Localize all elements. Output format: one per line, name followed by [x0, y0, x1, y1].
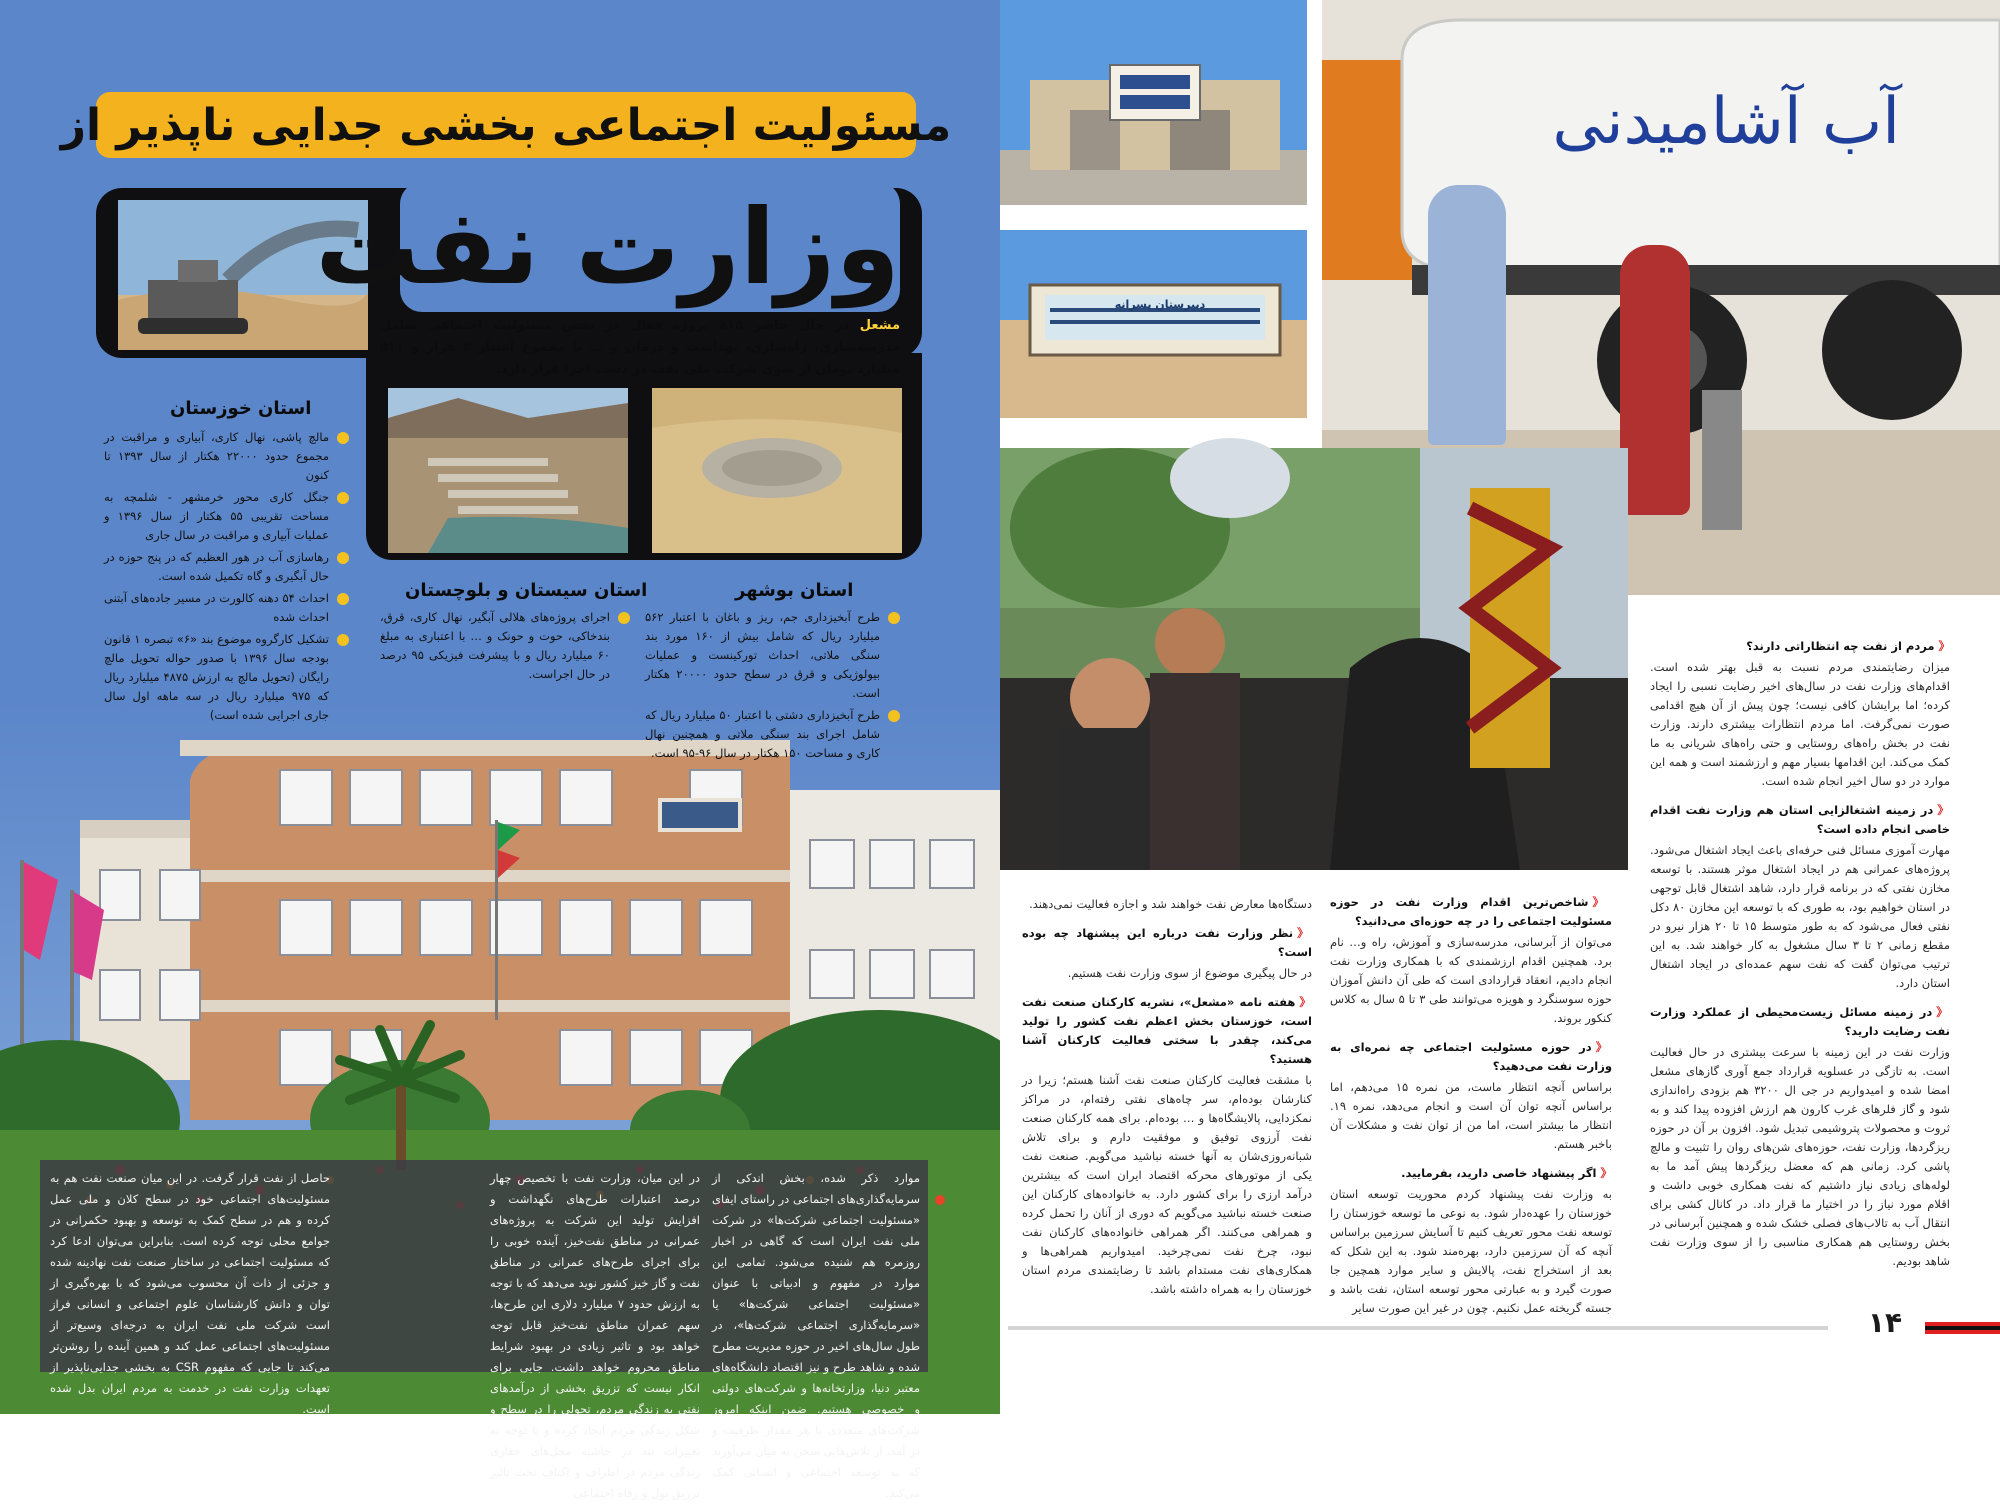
intro-tag: مشعل [849, 318, 900, 333]
answer: می‌توان از آبرسانی، مدرسه‌سازی و آموزش، راه و… نام برد. همچنین اقدام ارزشمندی که با همکاری وزارت نفت انجام دادیم، انعقاد قراردادی است که طی آن دانش آموزان حوزه سوسنگرد و هویزه می‌توانند طی ۳ تا ۵ سال به کلاس کنکور بروند. [1330, 935, 1613, 1025]
sand-water-photo [652, 388, 902, 553]
intro-text: در حال حاضر ۸۱۵ پروژه فعال در بخش مسئولیت اجتماعی شامل مدرسه‌سازی، راه‌سازی، بهداشت و درمان و … با مجموع اعتبار ۲ هزار و ۵۱۱ میلیارد تومان از سوی شرکت ملی نفت در دست اجرا قرار دارد. [380, 318, 900, 377]
footer-accent-line [1925, 1326, 2000, 1330]
title-banner [60, 92, 952, 158]
answer: میزان رضایتمندی مردم نسبت به قبل بهتر شده است. اقدام‌های وزارت نفت در سال‌های اخیر رضایت نسبی را ایجاد کرده؛ اما برایشان کافی نیست؛ چون پیش از آن هیچ اقدامی صورت نمی‌گرفت. اما مردم انتظارات بیشتری دارند. وزارت نفت در بخش راه‌های روستایی و حتی راه‌های شریانی به ما کمک می‌کند. این اقدامها بسیار مهم و ارزشمند است و همه این موارد در دو سال اخیر انجام شده است. [1650, 660, 1950, 788]
question: 《 اگر پیشنهاد خاصی دارید، بفرمایید. [1330, 1164, 1612, 1183]
khuzestan-title: استان خوزستان [170, 398, 312, 419]
tanker-lettering: آب آشامیدنی [1552, 85, 1900, 159]
question: 《 هفته نامه «مشعل»، نشریه کارکنان صنعت نفت است، خوزستان بخش اعظم نفت کشور را تولید می‌کند، چقدر با سختی فعالیت کارکنان آشنا هستید؟ [1022, 993, 1312, 1069]
question: 《 شاخص‌ترین اقدام وزارت نفت در حوزه مسئولیت اجتماعی را در چه حوزه‌ای می‌دانید؟ [1330, 893, 1612, 931]
left-page [0, 0, 1000, 1500]
answer: با مشقت فعالیت کارکنان صنعت نفت آشنا هستم؛ زیرا در کنارشان بوده‌ام، سر چاه‌های نفتی رفته‌ام، در مراکز نمکزدایی، پالایشگاه‌ها و … بوده‌ام. برای همه کارکنان صنعت نفت آرزوی توفیق و موفقیت دارم و برای تلاش شبانه‌روزی‌شان به آنها خسته نباشید می‌گویم. صنعت نفت یکی از موتورهای محرکه اقتصاد ایران است که بیشترین درآمد ارزی را برای کشور دارد. به خانواده‌های کارکنان این صنعت خسته نباشید می‌گویم که دوری از آنان را تحمل کرده و همراهی می‌کنند. اگر همراهی خانواده‌های کارکنان نفت نبود، چرخ نفت نمی‌چرخید. امیدواریم همراهی‌ها و همکاری‌های نفت مستدام باشد تا رضایتمندی مردم استان خوزستان را به همراه داشته باشد. [1022, 1073, 1312, 1296]
headline: وزارت نفت [400, 182, 900, 312]
answer: دستگاه‌ها معارض نفت خواهند شد و اجازه فعالیت نمی‌دهند. [1029, 897, 1312, 911]
bottom-column-middle: در این میان، وزارت نفت با تخصیص چهار درصد اعتبارات طرح‌های نگهداشت و افزایش تولید این شرکت به پروژه‌های عمرانی در مناطق نفت‌خیز، آینده خوبی را برای اجرای طرح‌های عمرانی در مناطق نفت و گاز خیز کشور نوید می‌دهد که با توجه به ارزش حدود ۷ میلیارد دلاری این طرح‌ها، سهم عمران مناطق نفت‌خیز قابل توجه خواهد بود و تاثیر زیادی در بهبود شرایط مناطق محروم خواهد داشت. جایی برای انکار نیست که تزریق بخشی از درآمدهای نفتی به زندگی مردم، تحولی را در سطح و شکل زندگی مردم ایجاد کرده و با توجه به تغییرات تند در حاشیه محل‌های حفاری زندگی مردم در اطراف و اکناف تحت تاثیر تزریق پول و رفاه اجتماعی [490, 1171, 700, 1500]
bottom-column-left: حاصل از نفت قرار گرفت. در این میان صنعت نفت هم به مسئولیت‌های اجتماعی خود در سطح کلان و ملی عمل کرده و هم در سطح کمک به توسعه و بهبود حکمرانی در جوامع محلی توجه کرده است. بنابراین می‌توان ادعا کرد که مسئولیت اجتماعی در ساختار صنعت نفت نهادینه شده و جزئی از ذات آن محسوب می‌شود که با بهره‌گیری از توان و دانش کارشناسان علوم اجتماعی و انسانی فراز است شرکت ملی نفت ایران به درجه‌ای وسیع‌تر از مسئولیت‌های اجتماعی عمل کند و همین آینده را روشن‌تر می‌کند تا جایی که مفهوم CSR به بخشی جدایی‌ناپذیر از تعهدات وزارت نفت در خدمت به مردم ایران بدل شده است. [50, 1171, 330, 1416]
school-plaque-text: دبیرستان پسرانه [1114, 298, 1206, 311]
answer: در حال پیگیری موضوع از سوی وزارت نفت هستیم. [1067, 966, 1312, 980]
article-column-right [1650, 637, 1950, 1271]
list-item: رهاسازی آب در هور العظیم که در پنج حوزه در حال آبگیری و گاه تکمیل شده است. [104, 548, 349, 586]
page-number: ۱۴ [1867, 1306, 1903, 1339]
celebration-crowd-photo [1000, 448, 1628, 870]
article-column-middle [1330, 893, 1612, 1318]
intro-paragraph [380, 315, 900, 381]
question: 《 مردم از نفت چه انتظاراتی دارند؟ [1650, 637, 1950, 656]
khuzestan-list [104, 428, 349, 728]
question: 《 در حوزه مسئولیت اجتماعی چه نمره‌ای به وزارت نفت می‌دهید؟ [1330, 1038, 1612, 1076]
school-plaque-photo [1000, 230, 1307, 418]
answer: وزارت نفت در این زمینه با سرعت بیشتری در حال فعالیت است. به تازگی در عسلویه قرارداد جمع آوری گازهای مشعل امضا شده و امیدواریم در جی ال ۳۲۰۰ هم بزودی راه‌اندازی شود و گاز فلرهای غرب کارون هم ارزش افزوده پیدا کند و به ثروت و محصولات پتروشیمی تبدیل شود. افزون بر آن در حوزه ریزگردها، وزارت نفت، حوزه‌های شن‌های روان را تثبیت و مالچ پاشی کرد. زمانی هم که معضل ریزگردها پیش آمد ما به لوله‌های زیادی نیاز داشتیم که نفت همکاری خوبی داشت و اقلام مورد نیاز را در اختیار ما قرار داد. در کانال کشی برای انتقال آب به تالاب‌های فصلی خشک شده و همچنین آبرسانی در بخش روستایی هم همکاری مناسبی را از سوی وزارت نفت شاهد بودیم. [1650, 1045, 1950, 1268]
terraced-dam-photo [388, 388, 628, 553]
list-item: تشکیل کارگروه موضوع بند «۶» تبصره ۱ قانون بودجه سال ۱۳۹۶ با صدور حواله تحویل مالچ رایگان (تحویل مالچ به ارزش ۴۸۷۵ میلیارد ریال که ۹۷۵ میلیارد ریال در سه ماهه اول سال جاری اجرایی شده است) [104, 630, 349, 725]
question: 《 در زمینه اشتغالزایی استان هم وزارت نفت اقدام خاصی انجام داده است؟ [1650, 801, 1950, 839]
man-figure [1428, 185, 1506, 445]
question: 《 نظر وزارت نفت درباره این پیشنهاد چه بوده است؟ [1022, 924, 1312, 962]
list-item: طرح آبخیزداری دشتی با اعتبار ۵۰ میلیارد ریال که شامل اجرای بند سنگی ملاتی و همچنین نهال کاری و مساحت ۱۵۰ هکتار در سال ۹۶-۹۵ است. [645, 706, 900, 763]
sistan-list [380, 608, 630, 687]
question: 《 در زمینه مسائل زیست‌محیطی از عملکرد وزارت نفت رضایت دارید؟ [1650, 1003, 1950, 1041]
sistan-title: استان سیستان و بلوچستان [405, 580, 648, 601]
list-item: جنگل کاری محور خرمشهر - شلمچه به مساحت تقریبی ۵۵ هکتار از سال ۱۳۹۶ و عملیات آبیاری و مراقبت در سال جاری [104, 488, 349, 545]
bushehr-list [645, 608, 900, 766]
article-column-left [1022, 893, 1312, 1299]
footer-rule [1008, 1326, 1828, 1330]
list-item: اجرای پروژه‌های هلالی آبگیر، نهال کاری، قرق، بندخاکی، حوت و حونک و … با اعتباری به مبلغ ۶۰ میلیارد ریال و با پیشرفت فیزیکی ۹۵ درصد در حال اجراست. [380, 608, 630, 684]
answer: براساس آنچه انتظار ماست، من نمره ۱۵ می‌دهم، اما براساس آنچه توان آن است و انجام می‌دهد، نمره ۱۹. انتظار ما بیشتر است، اما من از توان نفت و مشکلات آن باخبر هستم. [1330, 1080, 1612, 1151]
answer: به وزارت نفت پیشنهاد کردم محوریت توسعه استان خوزستان را عهده‌دار شود. به نوعی ما توسعه خوزستان را توسعه نفت محور تعریف کنیم تا آسایش سرزمین براساس آنچه که آن سرزمین دارد، بهره‌مند شود. به این شکل که بعد از استخراج نفت، پالایش و سایر موارد همچین جا صورت گیرد و به عبارتی محور توسعه استان، نفت باشد و جسته گریخته عمل نکنیم. چون در غیر این صورت سایر [1330, 1187, 1612, 1315]
page-title: مسئولیت اجتماعی بخشی جدایی ناپذیر از [60, 99, 952, 151]
school-gate-photo [1000, 0, 1307, 205]
bottom-column-right: موارد ذکر شده، بخش اندکی از سرمایه‌گذاری‌های اجتماعی در راستای ایفای «مسئولیت اجتماعی شرکت‌ها» در شرکت ملی نفت ایران است که گاهی در اخبار روزمره هم شنیده می‌شود. تمامی این موارد در مفهوم و ادبیاتی با عنوان «مسئولیت اجتماعی شرکت‌ها» یا «سرمایه‌گذاری اجتماعی شرکت‌ها»، در طول سال‌های اخیر در حوزه مدیریت مطرح شده و شاهد طرح و نیز اقتصاد دانشگاه‌های معتبر دنیا، وزارتخانه‌ها و شرکت‌های دولتی و خصوصی هستیم. ضمن اینکه امروز شرکت‌های متعددی با هر مقدار ظرفیت و در آمد، از تلاش‌هایی سخن به میان می‌آورند که به توسعه اجتماعی و انسانی کمک می‌کند. [712, 1171, 920, 1500]
bushehr-title: استان بوشهر [735, 580, 854, 601]
list-item: طرح آبخیزداری جم، ریز و باغان با اعتبار ۵۶۲ میلیارد ریال که شامل بیش از ۱۶۰ مورد بند سنگی ملاتی، احداث تورکینست و عملیات بیولوژیکی و قرق در سطح حدود ۲۰۰۰۰ هکتار است. [645, 608, 900, 703]
list-item: احداث ۵۴ دهنه کالورت در مسیر جاده‌های آبتنی احداث شده [104, 589, 349, 627]
list-item: مالچ پاشی، نهال کاری، آبیاری و مراقبت در مجموع حدود ۲۲۰۰۰ هکتار از سال ۱۳۹۳ تا کنون [104, 428, 349, 485]
answer: مهارت آموزی مسائل فنی حرفه‌ای باعث ایجاد اشتغال می‌شود. پروژه‌های عمرانی هم در ایجاد اشتغال موثر هستند. با توسعه مخازن نفتی که در برنامه قرار دارد، شاهد اشتغال قابل توجهی در استان خواهیم بود، به طوری که با توسعه این مخازن ۸۰ دکل نفتی فعال می‌شود که به طور متوسط ۱۵ تا ۲۰ هزار نیرو در مقطع زمانی ۲ تا ۳ سال مشغول به کار خواهند شد. به این ترتیب می‌توان گفت که نفت سهم عمده‌ای در ایجاد اشتغال استان دارد. [1650, 843, 1950, 990]
woman-figure [1620, 245, 1690, 515]
